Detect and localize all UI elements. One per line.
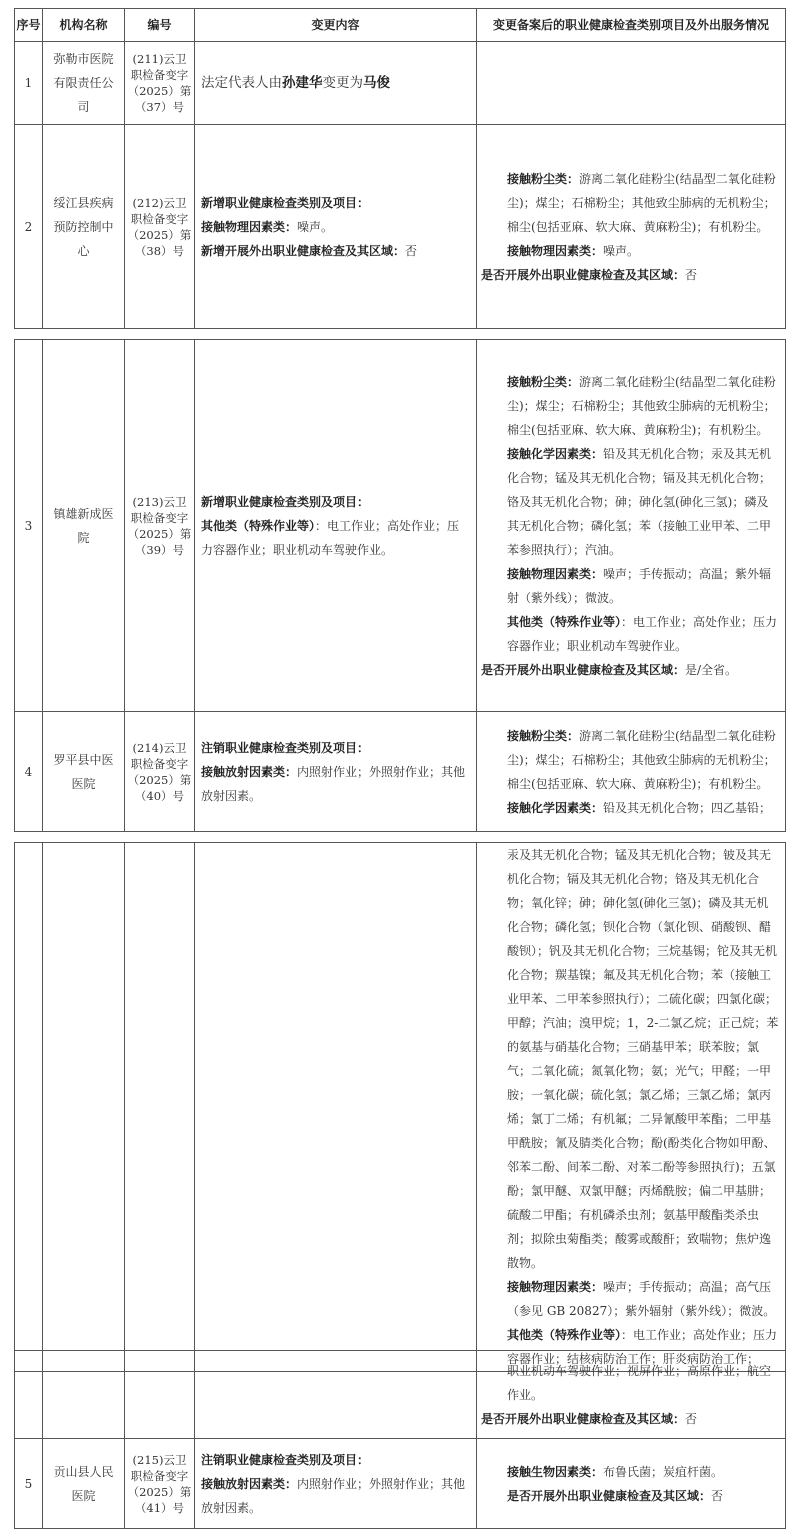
table-row-continued [15, 843, 786, 1372]
table-segment-4 [14, 1350, 786, 1529]
table-segment-1 [14, 8, 786, 329]
header-after: 变更备案后的职业健康检查类别项目及外出服务情况 [477, 9, 786, 42]
header-code: 编号 [125, 9, 195, 42]
change-content: 注销职业健康检查类别及项目： 接触放射因素类：内照射作业；外照射作业；其他放射因素。 [195, 1439, 477, 1529]
change-content: 新增职业健康检查类别及项目： 其他类（特殊作业等）：电工作业；高处作业；压力容器作业；职业机动车驾驶作业。 [195, 340, 477, 712]
row-no: 1 [15, 42, 43, 125]
org-name: 绥江县疾病预防控制中心 [43, 125, 125, 329]
table-segment-3 [14, 842, 786, 1372]
org-name: 罗平县中医医院 [43, 712, 125, 832]
org-name: 弥勒市医院有限责任公司 [43, 42, 125, 125]
table-row [15, 340, 786, 712]
after-content: 接触生物因素类：布鲁氏菌；炭疽杆菌。 是否开展外出职业健康检查及其区域：否 [477, 1439, 786, 1529]
header-row [15, 9, 786, 42]
record-code: (212)云卫职检备变字（2025）第（38）号 [125, 125, 195, 329]
change-content: 新增职业健康检查类别及项目： 接触物理因素类：噪声。 新增开展外出职业健康检查及其区域：否 [195, 125, 477, 329]
table-row [15, 1439, 786, 1529]
header-no: 序号 [15, 9, 43, 42]
row-no: 2 [15, 125, 43, 329]
table-segment-2 [14, 339, 786, 832]
table-row [15, 125, 786, 329]
record-code: (211)云卫职检备变字（2025）第（37）号 [125, 42, 195, 125]
org-name: 贡山县人民医院 [43, 1439, 125, 1529]
after-content: 接触粉尘类：游离二氧化硅粉尘(结晶型二氧化硅粉尘)；煤尘；石棉粉尘；其他致尘肺病的无机粉尘；棉尘(包括亚麻、软大麻、黄麻粉尘)；有机粉尘。 接触化学因素类：铅及其无机化合物；四乙基铅； [477, 712, 786, 832]
after-content: 汞及其无机化合物；锰及其无机化合物；铍及其无机化合物；镉及其无机化合物；铬及其无机化合物；氧化锌；砷；砷化氢(砷化三氢)；磷及其无机化合物；磷化氢；钡化合物（氯化钡、硝酸钡、醋酸钡）；钒及其无机化合物；三烷基锡；铊及其无机化合物；羰基镍；氟及其无机化合物；苯（接触工业甲苯、二甲苯参照执行）；二硫化碳；四氯化碳；甲醇；汽油；溴甲烷；1，2-二氯乙烷；正己烷；苯的氨基与硝基化合物；三硝基甲苯；联苯胺；氯气；二氧化硫；氮氧化物；氨；光气；甲醛；一甲胺；一氧化碳；硫化氢；氯乙烯；三氯乙烯；氯丙烯；氯丁二烯；有机氟；二异氰酸甲苯酯；二甲基甲酰胺；氰及腈类化合物；酚(酚类化合物如甲酚、邻苯二酚、间苯二酚、对苯二酚等参照执行)；五氯酚；氯甲醚、双氯甲醚；丙烯酰胺；偏二甲基肼；硫酸二甲酯；有机磷杀虫剂；氨基甲酸酯类杀虫剂；拟除虫菊酯类；酸雾或酸酐；致喘物；焦炉逸散物。 接触物理因素类：噪声；手传振动；高温；高气压（参见 GB 20827）；紫外辐射（紫外线）；微波。 其他类（特殊作业等）：电工作业；高处作业；压力容器作业；结核病防治工作；肝炎病防治工作； [477, 843, 786, 1372]
after-content: 接触粉尘类：游离二氧化硅粉尘(结晶型二氧化硅粉尘)；煤尘；石棉粉尘；其他致尘肺病的无机粉尘；棉尘(包括亚麻、软大麻、黄麻粉尘)；有机粉尘。 接触物理因素类：噪声。 是否开展外出职业健康检查及其区域：否 [477, 125, 786, 329]
after-content: 接触粉尘类：游离二氧化硅粉尘(结晶型二氧化硅粉尘)；煤尘；石棉粉尘；其他致尘肺病的无机粉尘；棉尘(包括亚麻、软大麻、黄麻粉尘)；有机粉尘。 接触化学因素类：铅及其无机化合物；汞及其无机化合物；锰及其无机化合物；镉及其无机化合物；铬及其无机化合物；砷；砷化氢(砷化三氢)；磷及其无机化合物；磷化氢；苯（接触工业甲苯、二甲苯参照执行）；汽油。 接触物理因素类：噪声；手传振动；高温；紫外辐射（紫外线）；微波。 其他类（特殊作业等）：电工作业；高处作业；压力容器作业；职业机动车驾驶作业。 是否开展外出职业健康检查及其区域：是/全省。 [477, 340, 786, 712]
table-row-continued [15, 1351, 786, 1439]
record-code: (214)云卫职检备变字（2025）第（40）号 [125, 712, 195, 832]
header-org: 机构名称 [43, 9, 125, 42]
record-code: (215)云卫职检备变字（2025）第（41）号 [125, 1439, 195, 1529]
after-content: 职业机动车驾驶作业；视屏作业；高原作业；航空作业。 是否开展外出职业健康检查及其区域：否 [477, 1351, 786, 1439]
change-content: 注销职业健康检查类别及项目： 接触放射因素类：内照射作业；外照射作业；其他放射因素。 [195, 712, 477, 832]
row-no: 3 [15, 340, 43, 712]
change-content: 法定代表人由孙建华变更为马俊 [195, 42, 477, 125]
org-name: 镇雄新成医院 [43, 340, 125, 712]
row-no: 4 [15, 712, 43, 832]
row-no: 5 [15, 1439, 43, 1529]
table-row [15, 42, 786, 125]
header-change: 变更内容 [195, 9, 477, 42]
after-content [477, 42, 786, 125]
table-row [15, 712, 786, 832]
record-code: (213)云卫职检备变字（2025）第（39）号 [125, 340, 195, 712]
